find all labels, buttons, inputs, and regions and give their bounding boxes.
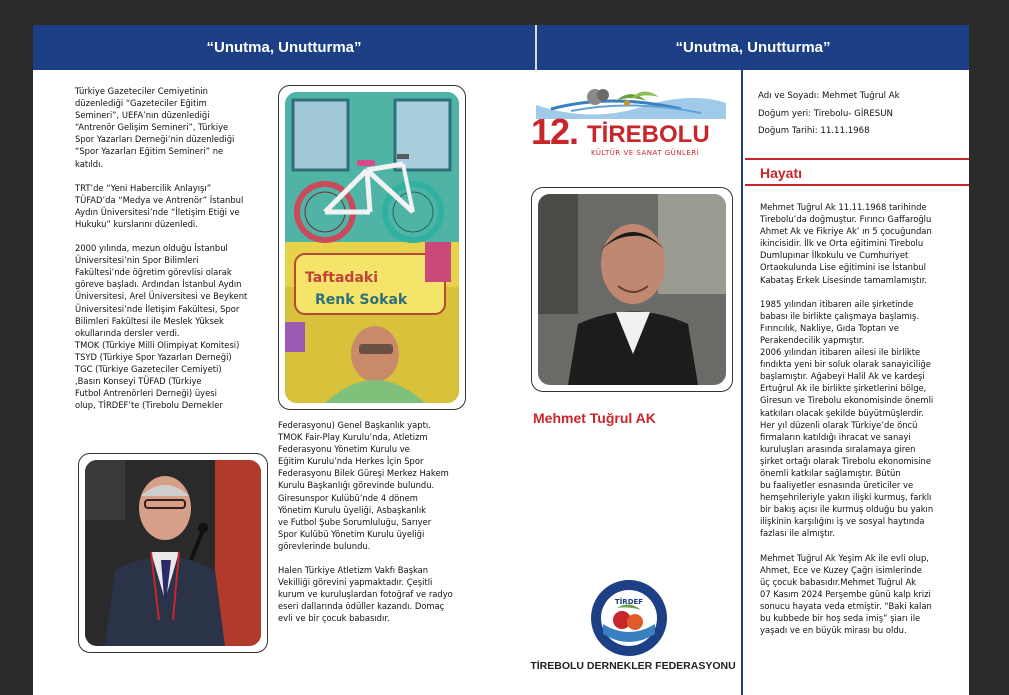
life-paragraph-2: 1985 yılından itibaren aile şirketinde babası ile birlikte çalışmaya başlamış. Fırıncılık, Nakliye, Gıda Toptan ve Perakendecilik yapmıştır. 2006 yılından itibaren ailesi ile birlikte fındıkta yeni bir soluk olarak sanayiciliğe başlamıştır. Ağabeyi Halil Ak ve kardeşi Ertuğrul Ak ile birlikte şirketlerini bölge, Giresun ve Tirebolu ekonomisinde önemli katkıları olacak şekilde büyütmüşlerdir. Her yıl düzenli olarak Türkiye’de öncü firmaların katıldığı ihracat ve sanayi kuruluşları arasında sıralamaya giren şirket ortağı olarak Tirebolu ekonomisine önemli katkılar sağlamıştır. Bütün bu faaliyetler esnasında üreticiler ve hemşehrileriyle yakın ilişki kurmuş, farklı bir bakış açısı ile kurmuş olduğu bu yakın ilişkinin karşılığını iş ve sosyal haytında fazlası ile almıştır. [760, 298, 934, 539]
speaker-photo [85, 460, 261, 646]
logo-subtitle: KÜLTÜR VE SANAT GÜNLERİ [591, 149, 700, 157]
life-text-column [760, 201, 965, 648]
middle-paragraph-2: Halen Türkiye Atletizm Vakfı Başkan Vekilliği görevini yapmaktadır. Çeşitli kurum ve kuruluşlardan fotoğraf ve radyo eseri dallarında ödüller kazandı. Domaç evli ve bir çocuk babasıdır. [278, 565, 453, 624]
section-rule-bottom [745, 184, 969, 186]
federation-seal-icon [589, 578, 669, 658]
left-paragraph-3: 2000 yılında, mezun olduğu İstanbul Üniversitesi’nin Spor Bilimleri Fakültesi’nde öğretim görevlisi olarak göreve başladı. Ardından İstanbul Aydın Üniversitesi, Arel Üniversitesi ve Beykent Üniversitesi’nde İletişim Fakültesi, Spor Bilimleri Fakültesi ile Meslek Yüksek okullarında dersler verdi. TMOK (Türkiye Milli Olimpiyat Komitesi) TSYD (Türkiye Spor Yazarları Derneği) TGC (Türkiye Gazeteciler Cemiyeti) ,Basın Konseyi TÜFAD (Türkiye Futbol Antrenörleri Derneği) üyesi olup, TİRDEF’te (Tirebolu Dernekler [75, 243, 248, 411]
portrait-illustration [538, 194, 726, 385]
life-paragraph-1: Mehmet Tuğrul Ak 11.11.1968 tarihinde Tirebolu’da doğmuştur. Fırıncı Gaffaroğlu Ahmet Ak ve Fikriye Ak’ ın 5 çocuğundan ikincisidir. İlk ve Orta eğitimini Tirebolu Dumlupınar İlkokulu ve Cumhuriyet Ortaokulunda Lise eğitimini ise İstanbul Kabataş Erkek Lisesinde tamamlamıştır. [760, 202, 932, 285]
federation-label: TİREBOLU DERNEKLER FEDERASYONU [530, 660, 736, 672]
section-title-hayati: Hayatı [760, 165, 803, 181]
left-text-column [75, 85, 265, 423]
logo-name: TİREBOLU [587, 121, 710, 148]
section-rule-top [745, 158, 969, 160]
sign-text-line2: Renk Sokak [315, 292, 408, 308]
header-right [535, 25, 969, 70]
portrait-photo [538, 194, 726, 385]
logo-number: 12. [531, 111, 579, 152]
bicycle-street-illustration [285, 92, 459, 403]
bicycle-photo [285, 92, 459, 403]
header-left [33, 25, 535, 70]
brochure-page [33, 25, 969, 695]
tirebolu-logo [531, 83, 731, 173]
column-divider [741, 70, 743, 695]
header-left-title: “Unutma, Unutturma” [206, 39, 362, 56]
portrait-frame [531, 187, 733, 392]
left-paragraph-2: TRT’de “Yeni Habercilik Anlayışı” TÜFAD’da “Medya ve Antrenör” İstanbul Aydın Üniversitesi’nde “İletişim Etiği ve Hukuku” kurslarını düzenledi. [75, 182, 244, 229]
life-paragraph-3: Mehmet Tuğrul Ak Yeşim Ak ile evli olup, Ahmet, Ece ve Kuzey Çağrı isimlerinde üç çocuk babasıdır.Mehmet Tuğrul Ak 07 Kasım 2024 Perşembe günü kalp krizi sonucu hayata veda etmiştir. “Baki kalan bu kubbede bir hoş seda imiş” şiarı ile yaşadı ve en büyük mirası bu oldu. [760, 552, 932, 636]
info-birthplace: Doğum yeri: Tirebolu- GİRESUN [758, 109, 893, 119]
federation-emblem [589, 578, 669, 658]
header-right-title: “Unutma, Unutturma” [675, 39, 831, 56]
speaker-photo-frame [78, 453, 268, 653]
middle-text-column [278, 419, 478, 637]
federation-badge-text: TİRDEF [614, 598, 644, 606]
portrait-name: Mehmet Tuğrul AK [533, 410, 656, 426]
info-birthdate: Doğum Tarihi: 11.11.1968 [758, 126, 870, 136]
middle-paragraph-1: Federasyonu) Genel Başkanlık yaptı. TMOK Fair-Play Kurulu’nda, Atletizm Federasyonu Yönetim Kurulu ve Eğitim Kurulu’nda Herkes İçin Spor Federasyonu Bilek Güreşi Merkez Hakem Kurulu Başkanlığı görevinde bulundu. Giresunspor Kulübü’nde 4 dönem Yönetim Kurulu üyeliği, Asbaşkanlık ve Futbol Şube Sorumluluğu, Sarıyer Spor Kulübü Yönetim Kurulu üyeliği görevlerinde bulundu. [278, 420, 449, 551]
info-name: Adı ve Soyadı: Mehmet Tuğrul Ak [758, 91, 900, 101]
left-paragraph-1: Türkiye Gazeteciler Cemiyetinin düzenlediği “Gazeteciler Eğitim Semineri”, UEFA’nın düzenlediği “Antrenör Gelişim Semineri”, Türkiye Spor Yazarları Derneği’nin düzenlediği “Spor Yazarları Eğitim Semineri” ne katıldı. [75, 86, 235, 169]
speaker-illustration [85, 460, 261, 646]
bicycle-photo-frame [278, 85, 466, 410]
sign-text-line1: Taftadaki [305, 270, 379, 286]
top-dark-strip [0, 0, 1009, 25]
